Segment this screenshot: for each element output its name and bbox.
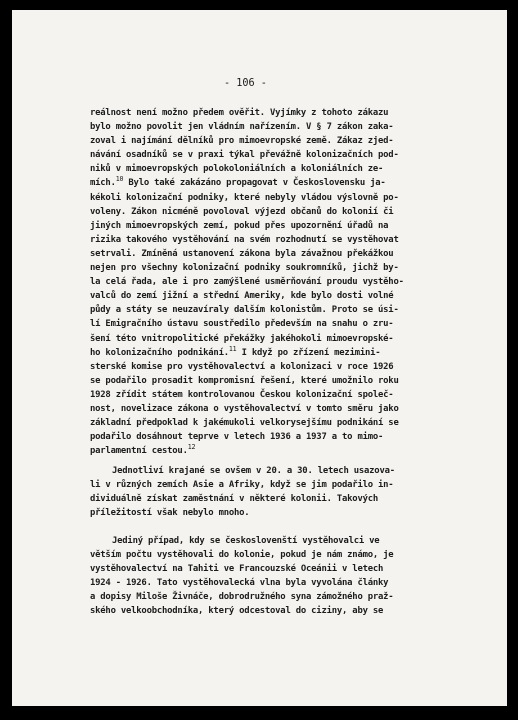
paragraph-1 bbox=[90, 106, 425, 458]
text-line: 1928 zřídit státem kontrolovanou Českou kolonizační společ- bbox=[90, 389, 394, 400]
text-line: půdy a státy se neuzavíraly dalším kolonistům. Proto se úsi- bbox=[90, 305, 399, 316]
text-line: vystěhovalectví na Tahiti ve Francouzské Oceánii v letech bbox=[90, 564, 384, 575]
text-line: dividuálně získat zaměstnání v některé kolonii. Takových bbox=[90, 494, 379, 505]
text-line: příležitostí však nebylo mnoho. bbox=[90, 508, 250, 519]
footnote-ref: 11 bbox=[228, 344, 237, 353]
text-line: rizika takového vystěhování na svém rozhodnutí se vystěhovat bbox=[90, 234, 399, 245]
text-line: niků v mimoevropských polokoloniálních a koloniálních ze- bbox=[90, 164, 384, 175]
line-start: ho kolonizačního podnikání. bbox=[90, 347, 229, 358]
text-line: větším počtu vystěhovali do kolonie, pokud je nám známo, je bbox=[90, 550, 394, 561]
text-line: návání osadníků se v praxi týkal převážně kolonizačních pod- bbox=[90, 150, 399, 161]
line-start: mích. bbox=[90, 178, 116, 189]
text-line: la celá řada, ale i pro zamýšlené usměrňování proudu vystěho- bbox=[90, 277, 404, 288]
text-line: reálnost není možno předem ověřit. Vyjímky z tohoto zákazu bbox=[90, 108, 389, 118]
text-line: se podařilo prosadit kompromisní řešení, které umožnilo roku bbox=[90, 375, 399, 386]
paragraph-2 bbox=[90, 464, 425, 520]
text-line: valců do zemí jižní a střední Ameriky, kde bylo dosti volné bbox=[90, 291, 394, 302]
text-line: nost, novelizace zákona o vystěhovalectví v tomto směru jako bbox=[90, 403, 399, 414]
text-line: li v různých zemích Asie a Afriky, když se jim podařilo in- bbox=[90, 480, 394, 491]
line-rest: I když po zřízení mezimini- bbox=[236, 347, 381, 358]
text-line: zoval i najímání dělníků pro mimoevropské země. Zákaz zjed- bbox=[90, 136, 394, 147]
text-line: základní předpoklad k jakémukoli velkorysejšímu podnikání se bbox=[90, 418, 399, 429]
footnote-ref: 12 bbox=[187, 443, 196, 452]
line-rest: Bylo také zakázáno propagovat v Československu ja- bbox=[123, 178, 386, 189]
document-page bbox=[12, 10, 507, 706]
footnote-ref: 10 bbox=[115, 175, 124, 184]
text-line: lí Emigračního ústavu soustředilo především na snahu o zru- bbox=[90, 319, 394, 330]
text-line: šení této vnitropolitické překážky jakéhokoli mimoevropské- bbox=[90, 333, 394, 344]
text-line: podařilo dosáhnout teprve v letech 1936 a 1937 a to mimo- bbox=[90, 432, 384, 443]
text-line: Jediný případ, kdy se českoslovenští vystěhovalci ve bbox=[112, 536, 380, 546]
text-line: setrvali. Zmíněná ustanovení zákona byla závažnou překážkou bbox=[90, 248, 394, 259]
text-line bbox=[90, 444, 425, 458]
text-line: ského velkoobchodníka, který odcestoval do ciziny, aby se bbox=[90, 606, 384, 617]
text-line: kékoli kolonizační podniky, které nebyly vládou výslovně po- bbox=[90, 192, 399, 203]
page-number: - 106 - bbox=[224, 78, 267, 89]
text-line bbox=[90, 176, 425, 190]
text-line bbox=[90, 346, 425, 360]
text-line: voleny. Zákon nicméně povoloval výjezd občanů do kolonií či bbox=[90, 206, 394, 217]
line-start: parlamentní cestou. bbox=[90, 446, 188, 457]
text-line: 1924 - 1926. Tato vystěhovalecká vlna byla vyvolána články bbox=[90, 578, 389, 589]
text-line: sterské komise pro vystěhovalectví a kolonizaci v roce 1926 bbox=[90, 361, 394, 372]
text-line: nejen pro všechny kolonizační podniky soukromníků, jichž by- bbox=[90, 263, 399, 274]
text-line: bylo možno povolit jen vládním nařízením. V § 7 zákon zaka- bbox=[90, 122, 394, 133]
text-line: a dopisy Miloše Živnáče, dobrodružného syna zámožného praž- bbox=[90, 592, 394, 603]
text-line: jiných mimoevropských zemí, pokud přes upozornění úřadů na bbox=[90, 220, 389, 231]
paragraph-3 bbox=[90, 534, 425, 619]
text-line: Jednotliví krajané se ovšem v 20. a 30. letech usazova- bbox=[112, 466, 395, 476]
